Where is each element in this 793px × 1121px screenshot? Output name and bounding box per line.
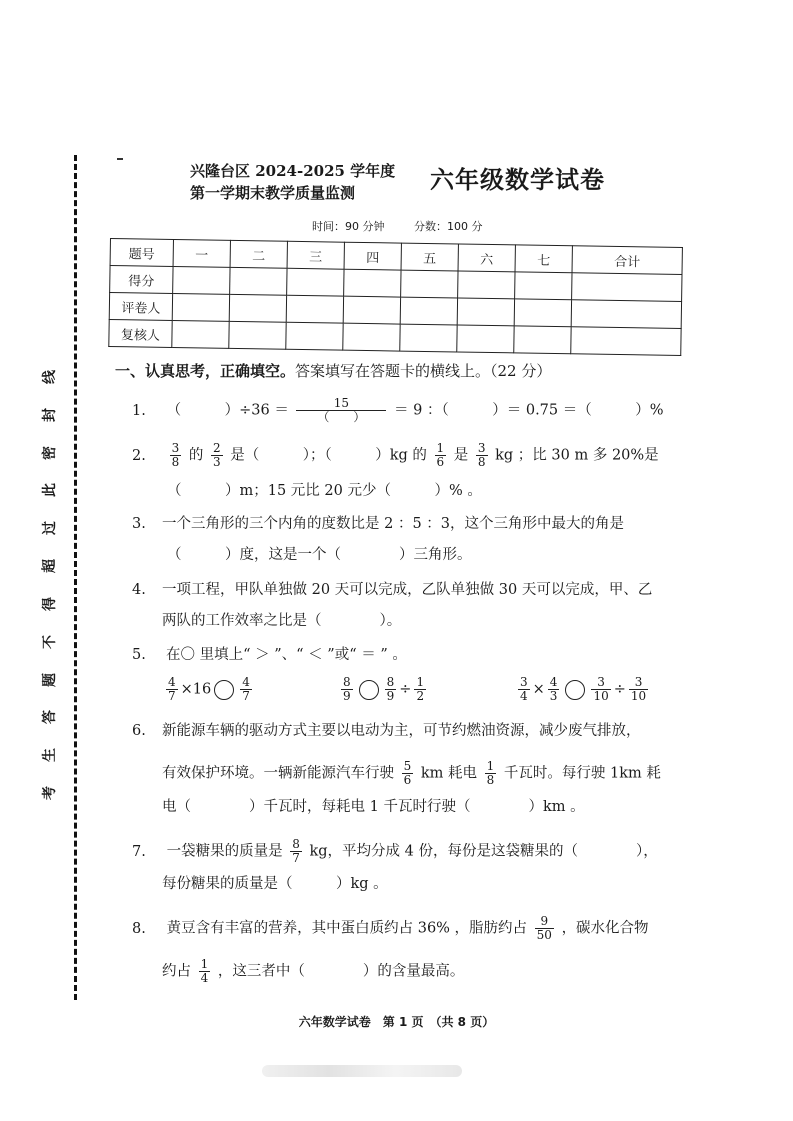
score-cell[interactable] [400, 297, 457, 325]
score-cell[interactable] [572, 273, 682, 302]
score-cell[interactable] [515, 272, 572, 300]
table-cell: 六 [458, 244, 515, 272]
numerator: 3 [520, 675, 528, 689]
denominator: 3 [212, 455, 221, 469]
fraction [170, 442, 182, 469]
score-cell[interactable] [172, 320, 229, 348]
denominator: 10 [630, 689, 647, 703]
question-7 [132, 838, 658, 865]
denominator: 7 [292, 851, 300, 865]
score-table [108, 238, 683, 356]
denominator: 9 [343, 689, 351, 703]
denominator: 7 [168, 689, 176, 703]
fraction [199, 958, 211, 985]
fraction [211, 442, 223, 469]
q4-text: 一项工程，甲队单独做 20 天可以完成，乙队单独做 30 天可以完成，甲、乙 [162, 582, 653, 598]
question-number: 2. [132, 447, 146, 464]
numerator: 9 [540, 914, 549, 928]
denominator: 10 [593, 689, 609, 703]
section-instructions: 答案填写在答题卡的横线上。（22 分） [295, 362, 552, 380]
exam-title: 六年级数学试卷 [430, 166, 605, 194]
denominator: 50 [536, 928, 552, 942]
q2-text: 是（ ）；（ ）kg 的 [230, 447, 427, 464]
score-cell[interactable] [286, 322, 343, 350]
denominator: 8 [477, 455, 486, 469]
fraction [414, 676, 426, 703]
margin-char: 超 [42, 559, 58, 574]
row-label: 复核人 [109, 319, 172, 347]
score-cell[interactable] [230, 267, 287, 295]
question-4 [132, 580, 652, 600]
exam-district-year: 兴隆台区 2024-2025 学年度 [190, 162, 396, 180]
numerator: 3 [477, 441, 486, 455]
margin-char: 此 [42, 483, 58, 498]
table-cell: 一 [173, 239, 230, 267]
exam-time: 时间：90 分钟 [312, 220, 385, 233]
q6-text: km 耗电 [420, 765, 478, 782]
fraction [591, 676, 610, 703]
question-number: 3. [132, 516, 146, 532]
score-cell[interactable] [229, 321, 286, 349]
q6-text: 有效保护环境。一辆新能源汽车行驶 [162, 765, 394, 782]
fraction [435, 442, 447, 469]
denominator: 4 [200, 971, 209, 985]
table-cell: 五 [401, 243, 458, 271]
score-cell[interactable] [286, 295, 343, 323]
fraction [385, 676, 397, 703]
q6-text: 千瓦时。每行驶 1km 耗 [503, 765, 661, 782]
denominator: 8 [486, 773, 495, 787]
denominator: 2 [416, 689, 425, 703]
score-cell[interactable] [343, 296, 400, 324]
score-cell[interactable] [229, 294, 286, 322]
q8-text: ，这三者中（ ）的含量最高。 [217, 963, 465, 980]
section-title-bold: 一、认真思考，正确填空。 [115, 362, 296, 380]
margin-char: 考 [42, 785, 58, 800]
numerator: 15 [333, 396, 350, 410]
binding-dashed-line [74, 155, 77, 1000]
q6-line-2 [162, 760, 661, 787]
numerator: 1 [200, 957, 209, 971]
score-cell[interactable] [457, 325, 514, 353]
fraction [535, 915, 554, 942]
fraction [402, 760, 414, 787]
row-label: 评卷人 [109, 293, 172, 321]
row-label: 得分 [110, 266, 173, 294]
question-1 [132, 397, 664, 424]
table-cell: 三 [287, 241, 344, 269]
compare-circle-icon[interactable] [565, 680, 585, 700]
q7-text: 一袋糖果的质量是 [166, 843, 283, 860]
q2-text: 的 [188, 447, 204, 464]
numerator: 8 [292, 837, 300, 851]
q4-line-2: 两队的工作效率之比是（ ）。 [162, 613, 402, 629]
question-number: 7. [132, 843, 146, 860]
denominator: 7 [242, 689, 250, 703]
q5-expression-2 [338, 676, 429, 703]
numerator: 3 [171, 441, 180, 455]
margin-char: 过 [42, 521, 58, 536]
table-cell: 七 [515, 245, 572, 273]
margin-char: 生 [42, 748, 58, 763]
table-cell: 题号 [110, 239, 173, 267]
compare-circle-icon[interactable] [214, 680, 234, 700]
q5-expression-3: $\frac{3}{4}$ × $\frac{4}{3}$ $\frac{3}{10}$ ÷ $\frac{3}{10}$ [520, 675, 647, 703]
scan-smudge [262, 1065, 462, 1077]
question-number: 1. [132, 402, 146, 419]
q5-text: 在〇 里填上“ ＞ ”、“ ＜ ”或“ ＝ ” 。 [166, 647, 407, 663]
denominator: （ ） [296, 410, 386, 424]
numerator: 4 [168, 675, 176, 689]
numerator: 4 [549, 675, 558, 689]
exam-score: 分数：100 分 [414, 220, 483, 233]
denominator: 8 [171, 455, 180, 469]
score-cell[interactable] [514, 326, 571, 354]
corner-mark [117, 158, 123, 160]
fraction [290, 838, 302, 865]
q2-line-2: （ ）m；15 元比 20 元少（ ）% 。 [167, 483, 482, 499]
q8-text: 黄豆含有丰富的营养，其中蛋白质约占 36% ，脂肪约占 [166, 920, 528, 937]
q7-text: kg，平均分成 4 份，每份是这袋糖果的（ ）， [309, 843, 658, 860]
numerator: 2 [212, 441, 221, 455]
numerator: 3 [634, 675, 643, 689]
score-cell[interactable] [571, 300, 681, 329]
q2-text: kg ；比 30 m 多 20%是 [495, 447, 659, 464]
denominator: 6 [403, 773, 412, 787]
q7-line-2: 每份糖果的质量是（ ）kg 。 [162, 876, 388, 892]
question-number: 8. [132, 920, 146, 937]
numerator: 8 [386, 675, 395, 689]
fraction [166, 676, 178, 703]
score-cell[interactable] [344, 269, 401, 297]
q8-text: 约占 [162, 963, 191, 980]
score-cell[interactable] [514, 299, 571, 327]
fraction [629, 676, 648, 703]
numerator: 5 [403, 759, 412, 773]
q8-line-2 [162, 958, 464, 985]
table-cell: 合计 [572, 246, 682, 275]
q3-text: 一个三角形的三个内角的度数比是 2 ：5 ：3，这个三角形中最大的角是 [162, 516, 625, 532]
fraction [341, 676, 353, 703]
fraction [548, 676, 560, 703]
margin-char: 得 [42, 596, 58, 611]
margin-char: 密 [42, 445, 58, 460]
fraction [485, 760, 497, 787]
denominator: 4 [520, 689, 528, 703]
numerator: 1 [416, 675, 425, 689]
score-cell[interactable] [458, 271, 515, 299]
question-8 [132, 915, 649, 942]
q5-expression-1 [163, 676, 255, 703]
numerator: 1 [436, 441, 445, 455]
margin-char: 答 [42, 710, 58, 725]
compare-circle-icon[interactable] [359, 680, 379, 700]
numerator: 1 [486, 759, 495, 773]
margin-char: 封 [42, 407, 58, 422]
fraction [240, 676, 252, 703]
exam-header [190, 160, 395, 204]
question-5 [132, 645, 407, 665]
question-number: 4. [132, 582, 146, 598]
question-number: 6. [132, 723, 146, 739]
denominator: 3 [549, 689, 558, 703]
exam-term: 第一学期末教学质量监测 [190, 184, 356, 202]
table-cell: 四 [344, 242, 401, 270]
q6-text: 新能源车辆的驱动方式主要以电动为主，可节约燃油资源，减少废气排放， [162, 723, 641, 739]
q6-line-3: 电（ ）千瓦时，每耗电 1 千瓦时行驶（ ）km 。 [162, 799, 585, 815]
score-cell[interactable] [401, 270, 458, 298]
q1-text-b: ＝ 9 ：（ ）＝ 0.75 ＝（ ）% [394, 402, 664, 419]
q2-text: 是 [453, 447, 469, 464]
operator: × [532, 681, 545, 698]
numerator: 8 [343, 675, 351, 689]
binding-margin-text [38, 370, 62, 800]
numerator: 4 [242, 675, 250, 689]
margin-char: 线 [42, 370, 58, 384]
score-cell[interactable] [287, 268, 344, 296]
exam-meta [312, 218, 483, 234]
section-title [115, 360, 551, 381]
fraction [518, 676, 530, 703]
question-number: 5. [132, 647, 146, 663]
question-6 [132, 721, 641, 741]
score-cell[interactable] [172, 293, 229, 321]
score-cell[interactable] [571, 327, 681, 356]
margin-char: 题 [42, 672, 58, 687]
q1-text-a: （ ）÷36 ＝ [166, 402, 289, 419]
q8-text: ，碳水化合物 [561, 920, 649, 937]
table-cell: 二 [230, 240, 287, 268]
question-3 [132, 514, 624, 534]
fraction [296, 397, 386, 424]
score-cell[interactable] [343, 323, 400, 351]
q3-line-2: （ ）度，这是一个（ ）三角形。 [167, 547, 472, 563]
operator: ÷ [399, 681, 412, 698]
score-cell[interactable] [173, 266, 230, 294]
question-2 [132, 442, 659, 469]
denominator: 9 [386, 689, 395, 703]
score-cell[interactable] [457, 298, 514, 326]
numerator: 3 [597, 675, 605, 689]
denominator: 6 [436, 455, 445, 469]
margin-char: 不 [42, 634, 58, 649]
page-footer: 六年数学试卷 第 1 页 （共 8 页） [298, 1015, 495, 1029]
score-cell[interactable] [400, 324, 457, 352]
fraction [476, 442, 488, 469]
operator: ×16 [180, 681, 212, 698]
